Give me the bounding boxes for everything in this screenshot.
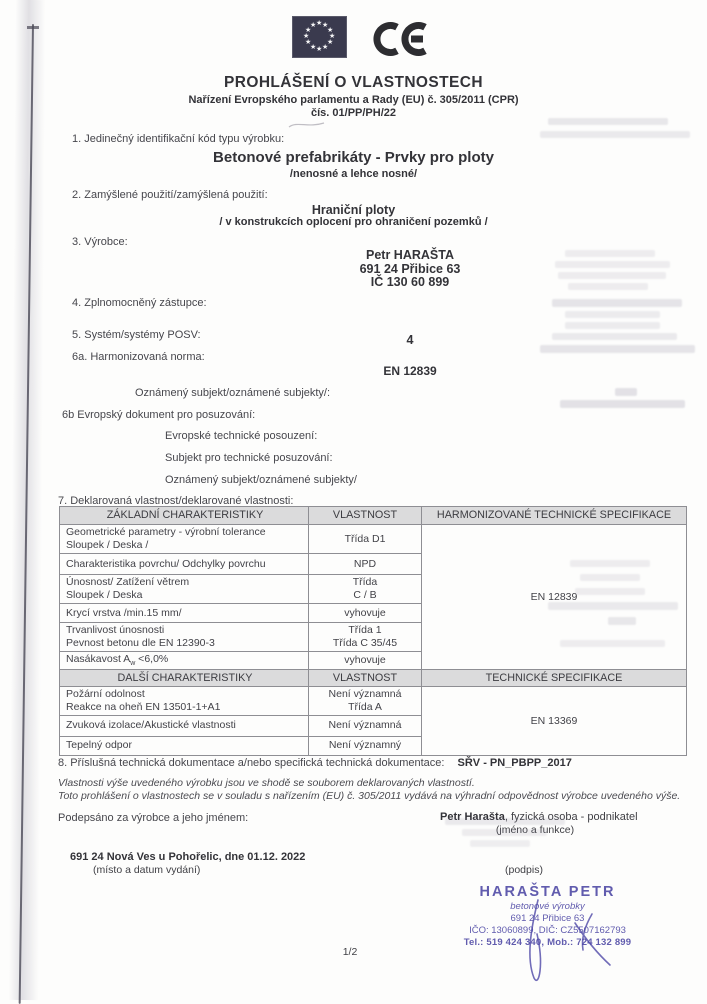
section7-label: 7. Deklarovaná vlastnost/deklarované vlastnosti: — [58, 495, 294, 507]
star-icon: ★ — [327, 27, 334, 34]
stamp-business: betonové výrobky — [510, 901, 585, 912]
bleed-through-artifact — [445, 818, 565, 825]
pen-mark — [288, 119, 326, 131]
declaration-line1: Vlastnosti výše uvedeného výrobku jsou ve shodě se souborem deklarovaných vlastností. — [58, 777, 475, 789]
signer-sub-label: (jméno a funkce) — [495, 824, 575, 836]
bleed-through-artifact — [558, 272, 666, 279]
section2-label: 2. Zamýšlené použití/zamýšlená použití: — [72, 189, 268, 201]
bleed-through-artifact — [555, 261, 670, 268]
technical-doc-ref: SŘV - PN_PBPP_2017 — [457, 757, 572, 769]
stamp-name: HARAŠTA PETR — [479, 884, 616, 900]
bleed-through-artifact — [580, 574, 640, 581]
place-date-sub: (místo a datum vydání) — [93, 864, 201, 876]
declared-performance-table — [59, 506, 687, 756]
section1-label: 1. Jedinečný identifikační kód typu výrobku: — [72, 133, 285, 145]
table2-header-property: VLASTNOST — [309, 670, 422, 687]
product-type-note: /nenosné a lehce nosné/ — [289, 168, 418, 180]
section6a-label: 6a. Harmonizovaná norma: — [72, 351, 205, 363]
section6b-label: 6b Evropský dokument pro posuzování: — [62, 409, 256, 421]
table-row: Geometrické parametry - výrobní tolerance Sloupek / Deska / Třída D1 EN 12839 — [60, 525, 687, 554]
declaration-line2: Toto prohlášení o vlastnostech se v souladu s nařízením (EU) č. 305/2011 vydává na výhradní odpovědnost výrobce uvedeného výše. — [58, 790, 681, 802]
table-row: Trvanlivost únosnosti Pevnost betonu dle EN 12390-3 Třída 1 Třída C 35/45 — [60, 623, 687, 652]
table1-header-row — [60, 507, 687, 525]
place-date: 691 24 Nová Ves u Pohořelic, dne 01.12. 2022 — [70, 851, 306, 863]
manufacturer-name: Petr HARAŠTA — [366, 248, 454, 262]
bleed-through-artifact — [568, 283, 648, 290]
manufacturer-id: IČ 130 60 899 — [370, 275, 450, 289]
star-icon: ★ — [305, 27, 312, 34]
signer-name: Petr Harašta — [440, 811, 505, 823]
bleed-through-artifact — [462, 829, 547, 836]
bleed-through-artifact — [540, 131, 690, 138]
bleed-through-artifact — [560, 400, 685, 408]
star-icon: ★ — [327, 39, 334, 46]
table-row: Požární odolnost Reakce na oheň EN 13501-1+A1 Není významná Třída A EN 13369 — [60, 687, 687, 716]
stamp-phones: Tel.: 519 424 340, Mob.: 724 132 899 — [463, 937, 632, 948]
section8-line — [58, 757, 572, 769]
table2-spec-cell: EN 13369 — [422, 687, 687, 756]
product-type: Betonové prefabrikáty - Prvky pro ploty — [213, 149, 494, 166]
bleed-through-artifact — [560, 640, 665, 647]
table-row: Únosnost/ Zatížení větrem Sloupek / Deska Třída C / B — [60, 575, 687, 604]
harmonized-standard: EN 12839 — [383, 364, 437, 378]
page-number: 1/2 — [342, 946, 358, 958]
bleed-through-artifact — [548, 602, 678, 610]
regulation-subtitle: Nařízení Evropského parlamentu a Rady (EU) č. 305/2011 (CPR) — [188, 94, 519, 106]
tab-label: Subjekt pro technické posuzování: — [165, 452, 333, 464]
bleed-through-artifact — [575, 588, 645, 595]
star-icon: ★ — [316, 46, 323, 53]
table1-header-characteristics: ZÁKLADNÍ CHARAKTERISTIKY — [60, 507, 309, 525]
signature-label: (podpis) — [505, 864, 543, 876]
scan-edge-dash — [27, 26, 39, 29]
star-icon: ★ — [322, 22, 329, 29]
bleed-through-artifact — [552, 299, 682, 307]
star-icon: ★ — [303, 33, 310, 40]
signer-role: , fyzická osoba - podnikatel — [504, 811, 638, 823]
table1-spec-cell: EN 12839 — [422, 525, 687, 670]
table1-header-spec: HARMONIZOVANÉ TECHNICKÉ SPECIFIKACE — [422, 507, 687, 525]
star-icon: ★ — [322, 44, 329, 51]
table-row: Charakteristika povrchu/ Odchylky povrchu NPD — [60, 554, 687, 575]
star-icon: ★ — [310, 44, 317, 51]
document-number: čís. 01/PP/PH/22 — [311, 107, 396, 119]
bleed-through-artifact — [615, 388, 637, 396]
section5-label: 5. Systém/systémy POSV: — [72, 329, 201, 341]
section3-label: 3. Výrobce: — [72, 236, 128, 248]
bleed-through-artifact — [470, 840, 530, 847]
intended-use: Hraniční ploty — [311, 203, 396, 217]
star-icon: ★ — [310, 22, 317, 29]
table-row: Krycí vrstva /min.15 mm/ vyhovuje — [60, 604, 687, 623]
bleed-through-artifact — [565, 322, 660, 329]
notified-body-label: Oznámený subjekt/oznámené subjekty/: — [135, 387, 331, 399]
bleed-through-artifact — [565, 311, 660, 318]
table2-header-row — [60, 670, 687, 687]
star-icon: ★ — [329, 33, 336, 40]
eu-flag-icon — [292, 16, 347, 58]
section4-label: 4. Zplnomocněný zástupce: — [72, 297, 207, 309]
bleed-through-artifact — [570, 560, 650, 567]
table-row: Tepelný odpor Není významný — [60, 736, 687, 755]
bleed-through-artifact — [552, 333, 677, 340]
section8-label: 8. Příslušná technická dokumentace a/nebo specifická technická dokumentace: — [58, 757, 445, 769]
notified-subject-label: Oznámený subjekt/oznámené subjekty/ — [165, 474, 357, 486]
handwritten-signature — [440, 878, 680, 993]
manufacturer-block — [260, 249, 560, 290]
avcp-system: 4 — [406, 333, 414, 347]
table1-header-property: VLASTNOST — [309, 507, 422, 525]
star-icon: ★ — [316, 20, 323, 27]
star-icon: ★ — [305, 39, 312, 46]
stamp-address: 691 24 Přibice 63 — [510, 913, 585, 924]
table-row: Zvuková izolace/Akustické vlastnosti Není významná — [60, 715, 687, 736]
table2-header-characteristics: DALŠÍ CHARAKTERISTIKY — [60, 670, 309, 687]
bleed-through-artifact — [548, 118, 668, 125]
bleed-through-artifact — [608, 617, 636, 625]
page-title: PROHLÁŠENÍ O VLASTNOSTECH — [224, 74, 483, 91]
bleed-through-artifact — [565, 250, 655, 257]
signed-for-label: Podepsáno za výrobce a jeho jménem: — [58, 812, 249, 824]
intended-use-note: / v konstrukcích oplocení pro ohraničení pozemků / — [219, 216, 488, 228]
eta-label: Evropské technické posouzení: — [165, 430, 318, 442]
bleed-through-artifact — [540, 345, 695, 353]
ce-mark-icon — [372, 20, 436, 58]
stamp-ids: IČO: 13060899, DIČ: CZ5507162793 — [469, 925, 626, 936]
table2-header-spec: TECHNICKÉ SPECIFIKACE — [422, 670, 687, 687]
table-row: Nasákavost $A_w <6,0\%$ vyhovuje — [60, 651, 687, 670]
manufacturer-address: 691 24 Přibice 63 — [359, 261, 461, 276]
